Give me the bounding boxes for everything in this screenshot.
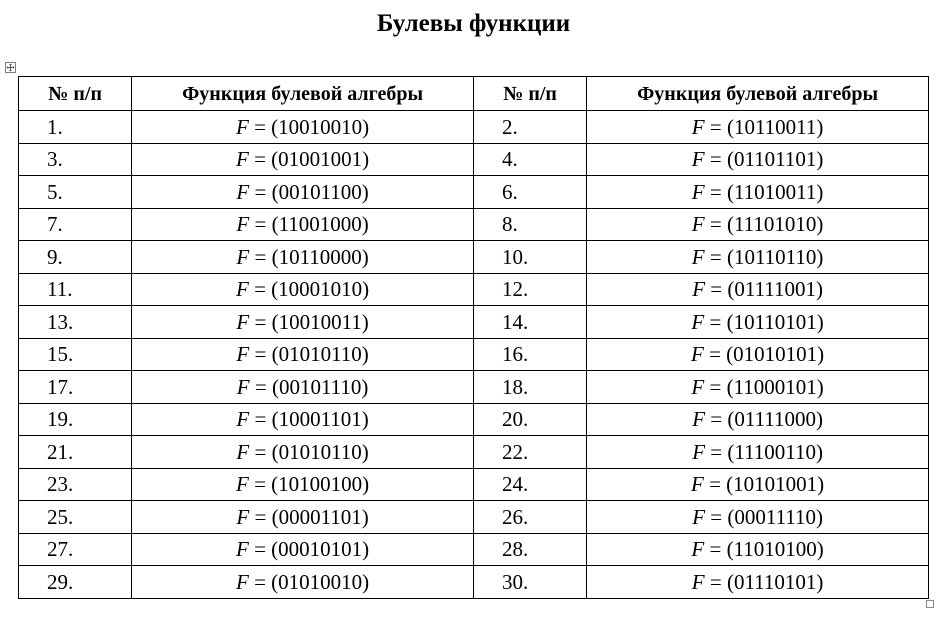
row-number: 8. [473,208,586,241]
function-value: = (11100110) [710,439,824,464]
function-variable: F [692,277,706,302]
function-variable: F [691,309,705,334]
function-variable: F [691,569,705,594]
function-value: = (00101110) [254,374,369,399]
function-variable: F [691,244,705,269]
function-cell [587,533,929,566]
row-number: 29. [19,566,132,599]
function-variable: F [236,114,249,139]
function-variable: F [236,439,250,464]
table-row [19,143,929,176]
function-cell [587,208,929,241]
table-row [19,371,929,404]
function-cell [587,143,929,176]
function-value: = (01111001) [710,277,824,302]
function-value: = (10010011) [254,309,369,334]
function-value: = (01010110) [254,342,369,367]
table-row [19,501,929,534]
function-variable: F [236,504,250,529]
function-value: = (01110101) [709,569,824,594]
function-cell [132,501,474,534]
row-number: 30. [473,566,586,599]
function-variable: F [692,407,706,432]
function-variable: F [236,244,250,269]
function-cell [132,338,474,371]
column-header-number: № п/п [473,77,586,111]
function-value: = (10110000) [254,244,369,269]
row-number: 6. [473,176,586,209]
function-cell [587,241,929,274]
function-variable: F [691,114,705,139]
function-value: = (00001101) [254,504,369,529]
table-row [19,273,929,306]
function-value: = (00101100) [254,179,369,204]
column-header-function: Функция булевой алгебры [132,77,474,111]
column-header-function: Функция булевой алгебры [587,77,929,111]
function-cell [132,208,474,241]
row-number: 7. [19,208,132,241]
row-number: 27. [19,533,132,566]
table-header-row [19,77,929,111]
row-number: 20. [473,403,586,436]
function-cell [132,111,474,144]
function-variable: F [236,277,249,302]
function-variable: F [691,342,704,367]
function-cell [587,338,929,371]
function-cell [132,176,474,209]
function-cell [587,436,929,469]
function-variable: F [236,569,249,594]
function-value: = (11010100) [709,537,824,562]
table-row [19,241,929,274]
function-cell [587,468,929,501]
function-value: = (01101101) [709,147,824,172]
function-value: = (11000101) [709,374,824,399]
row-number: 10. [473,241,586,274]
row-number: 13. [19,306,132,339]
function-variable: F [691,179,705,204]
row-number: 15. [19,338,132,371]
page-title: Булевы функции [376,10,571,37]
function-value: = (01111000) [710,407,824,432]
function-value: = (01010010) [254,569,370,594]
row-number: 1. [19,111,132,144]
function-value: = (01001001) [254,147,370,172]
function-value: = (11101010) [709,212,824,237]
function-cell [132,468,474,501]
function-cell [587,176,929,209]
function-value: = (01010110) [254,439,369,464]
function-value: = (10001010) [254,277,370,302]
table-row [19,533,929,566]
function-cell [587,566,929,599]
function-variable: F [236,309,250,334]
function-value: = (10110011) [709,114,824,139]
function-cell [132,143,474,176]
function-cell [587,306,929,339]
function-variable: F [691,147,705,172]
row-number: 19. [19,403,132,436]
function-value: = (10001101) [254,407,369,432]
function-cell [132,371,474,404]
column-header-number: № п/п [19,77,132,111]
function-variable: F [236,374,250,399]
row-number: 12. [473,273,586,306]
function-cell [132,306,474,339]
row-number: 25. [19,501,132,534]
function-variable: F [691,537,705,562]
function-variable: F [236,537,249,562]
function-variable: F [691,374,705,399]
table-row [19,208,929,241]
function-value: = (01010101) [709,342,825,367]
table-row [19,176,929,209]
row-number: 9. [19,241,132,274]
function-cell [587,501,929,534]
row-number: 3. [19,143,132,176]
table-row [19,468,929,501]
row-number: 28. [473,533,586,566]
function-variable: F [692,504,706,529]
table-row [19,436,929,469]
function-cell [587,111,929,144]
function-value: = (10101001) [709,472,825,497]
function-cell [132,436,474,469]
function-value: = (10110110) [709,244,824,269]
function-variable: F [691,472,704,497]
function-value: = (10010010) [254,114,370,139]
row-number: 22. [473,436,586,469]
function-cell [132,273,474,306]
function-value: = (00010101) [254,537,370,562]
function-value: = (00011110) [710,504,824,529]
function-variable: F [691,212,705,237]
row-number: 5. [19,176,132,209]
row-number: 14. [473,306,586,339]
function-cell [132,403,474,436]
function-variable: F [236,147,249,172]
row-number: 11. [19,273,132,306]
function-variable: F [236,212,250,237]
function-variable: F [236,179,250,204]
table-row [19,111,929,144]
function-variable: F [236,472,249,497]
table-row [19,566,929,599]
row-number: 26. [473,501,586,534]
row-number: 16. [473,338,586,371]
function-variable: F [236,342,250,367]
function-value: = (11001000) [254,212,369,237]
function-value: = (10100100) [254,472,370,497]
function-cell [132,533,474,566]
function-cell [132,566,474,599]
table-body [19,111,929,599]
row-number: 17. [19,371,132,404]
row-number: 24. [473,468,586,501]
row-number: 18. [473,371,586,404]
table-row [19,306,929,339]
table-move-handle-icon[interactable] [5,62,16,73]
table-row [19,338,929,371]
function-cell [587,273,929,306]
function-value: = (11010011) [709,179,824,204]
function-variable: F [692,439,706,464]
function-cell [132,241,474,274]
boolean-functions-table [18,76,929,599]
function-value: = (10110101) [709,309,824,334]
function-cell [587,371,929,404]
function-cell [587,403,929,436]
row-number: 23. [19,468,132,501]
table-resize-handle[interactable] [926,600,934,608]
row-number: 21. [19,436,132,469]
function-variable: F [236,407,250,432]
row-number: 4. [473,143,586,176]
row-number: 2. [473,111,586,144]
table-row [19,403,929,436]
